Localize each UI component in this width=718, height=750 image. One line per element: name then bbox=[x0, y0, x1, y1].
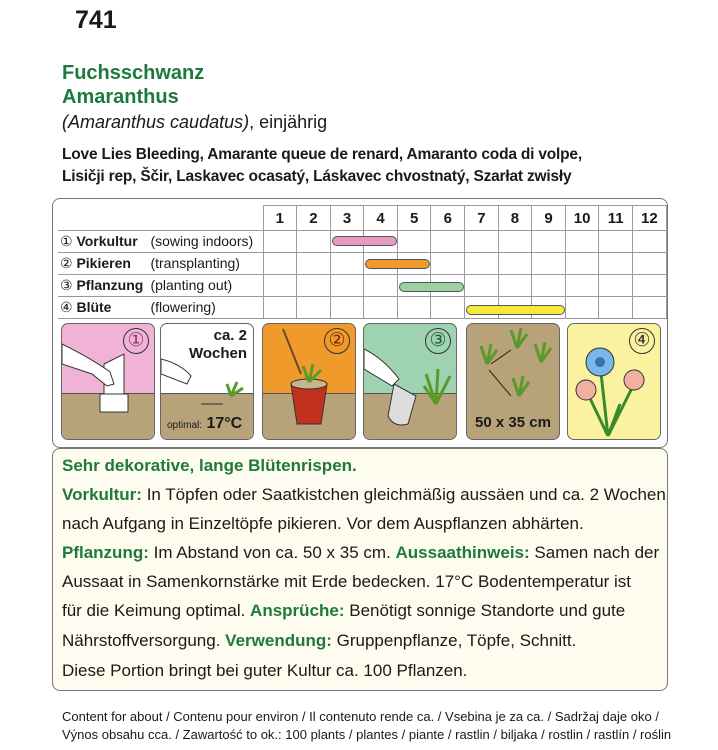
month-8: 8 bbox=[498, 206, 532, 231]
cell bbox=[565, 297, 599, 319]
text: für die Keimung optimal. bbox=[62, 601, 251, 620]
stage-name: Vorkultur bbox=[76, 233, 138, 249]
title-german: Fuchsschwanz bbox=[62, 62, 205, 84]
text-line-7: Diese Portion bringt bei guter Kultur ca. 100 Pflanzen. bbox=[62, 661, 468, 680]
step-1-badge: ① bbox=[123, 328, 149, 354]
cell bbox=[397, 231, 431, 253]
cell bbox=[263, 297, 297, 319]
cell bbox=[532, 275, 566, 297]
footer-line-2: Výnos obsahu cca. / Zawartość to ok.: 100 plants / plantes / piante / rastlin / biljaka / rostlin / rastlín / roślin bbox=[62, 727, 672, 742]
cell bbox=[498, 231, 532, 253]
month-10: 10 bbox=[565, 206, 599, 231]
latin-binomial: (Amaranthus caudatus) bbox=[62, 112, 250, 132]
text-line-4: Aussaat in Samenkornstärke mit Erde bedecken. 17°C Bodentemperatur ist bbox=[62, 572, 632, 591]
lifecycle: , einjährig bbox=[249, 112, 328, 132]
calendar-row bbox=[58, 253, 666, 275]
period-bar-vorkultur bbox=[332, 236, 397, 246]
month-3: 3 bbox=[330, 206, 364, 231]
cell bbox=[297, 231, 331, 253]
text-line-6 bbox=[62, 631, 576, 651]
product-number: 741 bbox=[75, 6, 117, 34]
spacing-label: 50 x 35 cm bbox=[475, 414, 551, 431]
cell bbox=[565, 231, 599, 253]
panel-germination bbox=[160, 323, 254, 440]
label-pflanzung: Pflanzung: bbox=[62, 543, 149, 562]
text-line-1 bbox=[62, 485, 666, 505]
cell bbox=[565, 253, 599, 275]
optimal-temperature: 17°C bbox=[206, 415, 243, 432]
row-label bbox=[58, 253, 263, 275]
row-label bbox=[58, 275, 263, 297]
cell bbox=[397, 297, 431, 319]
month-7: 7 bbox=[465, 206, 499, 231]
panel-flowering bbox=[567, 323, 661, 440]
month-5: 5 bbox=[397, 206, 431, 231]
headline: Sehr dekorative, lange Blütenrispen. bbox=[62, 456, 357, 475]
text-line-3 bbox=[62, 543, 659, 563]
cell bbox=[633, 231, 667, 253]
cell bbox=[465, 275, 499, 297]
sowing-calendar bbox=[58, 205, 667, 319]
header-blank bbox=[58, 206, 263, 231]
calendar-row bbox=[58, 275, 666, 297]
month-6: 6 bbox=[431, 206, 465, 231]
row-label bbox=[58, 231, 263, 253]
cell bbox=[330, 253, 364, 275]
text: Gruppenpflanze, Töpfe, Schnitt. bbox=[331, 631, 577, 650]
step-number: ③ bbox=[60, 277, 73, 293]
stage-english: (sowing indoors) bbox=[150, 233, 254, 249]
cell bbox=[599, 253, 633, 275]
panel-planting-out bbox=[363, 323, 457, 440]
cell bbox=[633, 297, 667, 319]
panel-transplanting bbox=[262, 323, 356, 440]
cell bbox=[263, 253, 297, 275]
label-aussaathinweis: Aussaathinweis: bbox=[395, 543, 530, 562]
month-2: 2 bbox=[297, 206, 331, 231]
germination-time-1: ca. 2 bbox=[213, 327, 247, 344]
cell bbox=[330, 297, 364, 319]
cell bbox=[465, 253, 499, 275]
cell bbox=[297, 275, 331, 297]
stage-english: (transplanting) bbox=[150, 255, 240, 271]
stage-english: (planting out) bbox=[150, 277, 233, 293]
text: Samen nach der bbox=[529, 543, 660, 562]
germination-time-2: Wochen bbox=[188, 345, 247, 362]
cell bbox=[263, 231, 297, 253]
common-names-1: Love Lies Bleeding, Amarante queue de renard, Amaranto coda di volpe, bbox=[62, 146, 582, 163]
label-verwendung: Verwendung: bbox=[225, 631, 332, 650]
period-bar-pflanzung bbox=[399, 282, 464, 292]
period-bar-blüte bbox=[466, 305, 565, 315]
month-4: 4 bbox=[364, 206, 398, 231]
step-4-badge: ④ bbox=[629, 328, 655, 354]
step-number: ④ bbox=[60, 299, 73, 315]
cell bbox=[297, 253, 331, 275]
cell bbox=[431, 297, 465, 319]
stage-name: Blüte bbox=[76, 299, 112, 315]
step-2-badge: ② bbox=[324, 328, 350, 354]
calendar-row bbox=[58, 297, 666, 319]
panel-spacing bbox=[466, 323, 560, 440]
label-ansprueche: Ansprüche: bbox=[250, 601, 345, 620]
text-line-2: nach Aufgang in Einzeltöpfe pikieren. Vor dem Auspflanzen abhärten. bbox=[62, 514, 584, 533]
cell bbox=[599, 297, 633, 319]
panel-sowing bbox=[61, 323, 155, 440]
row-label bbox=[58, 297, 263, 319]
cell bbox=[498, 275, 532, 297]
label-vorkultur: Vorkultur: bbox=[62, 485, 142, 504]
text: Nährstoffversorgung. bbox=[62, 631, 226, 650]
text-line-5 bbox=[62, 601, 625, 621]
cell bbox=[297, 297, 331, 319]
text: Im Abstand von ca. 50 x 35 cm. bbox=[148, 543, 396, 562]
cell bbox=[633, 275, 667, 297]
cell bbox=[599, 275, 633, 297]
footer-line-1: Content for about / Contenu pour environ / Il contenuto rende ca. / Vsebina je za ca. / Sadržaj daje oko / bbox=[62, 709, 659, 724]
cell bbox=[431, 253, 465, 275]
step-number: ① bbox=[60, 233, 73, 249]
cell bbox=[364, 275, 398, 297]
latin-name bbox=[62, 112, 327, 133]
month-1: 1 bbox=[263, 206, 297, 231]
cell bbox=[465, 231, 499, 253]
title-genus: Amaranthus bbox=[62, 86, 179, 108]
month-9: 9 bbox=[532, 206, 566, 231]
cell bbox=[532, 253, 566, 275]
cell bbox=[565, 275, 599, 297]
text: Benötigt sonnige Standorte und gute bbox=[344, 601, 626, 620]
stage-name: Pflanzung bbox=[76, 277, 144, 293]
stage-name: Pikieren bbox=[76, 255, 131, 271]
cell bbox=[599, 231, 633, 253]
month-11: 11 bbox=[599, 206, 633, 231]
period-bar-pikieren bbox=[365, 259, 430, 269]
cell bbox=[498, 253, 532, 275]
step-number: ② bbox=[60, 255, 73, 271]
optimal-label: optimal: bbox=[167, 420, 203, 431]
text: In Töpfen oder Saatkistchen gleichmäßig aussäen und ca. 2 Wochen bbox=[141, 485, 666, 504]
month-12: 12 bbox=[633, 206, 667, 231]
cell bbox=[532, 231, 566, 253]
cell bbox=[364, 297, 398, 319]
step-3-badge: ③ bbox=[425, 328, 451, 354]
cell bbox=[633, 253, 667, 275]
cell bbox=[263, 275, 297, 297]
common-names-2: Lisičji rep, Ščir, Laskavec ocasatý, Láskavec chvostnatý, Szarłat zwisły bbox=[62, 168, 572, 185]
cell bbox=[330, 275, 364, 297]
cell bbox=[431, 231, 465, 253]
stage-english: (flowering) bbox=[150, 299, 216, 315]
